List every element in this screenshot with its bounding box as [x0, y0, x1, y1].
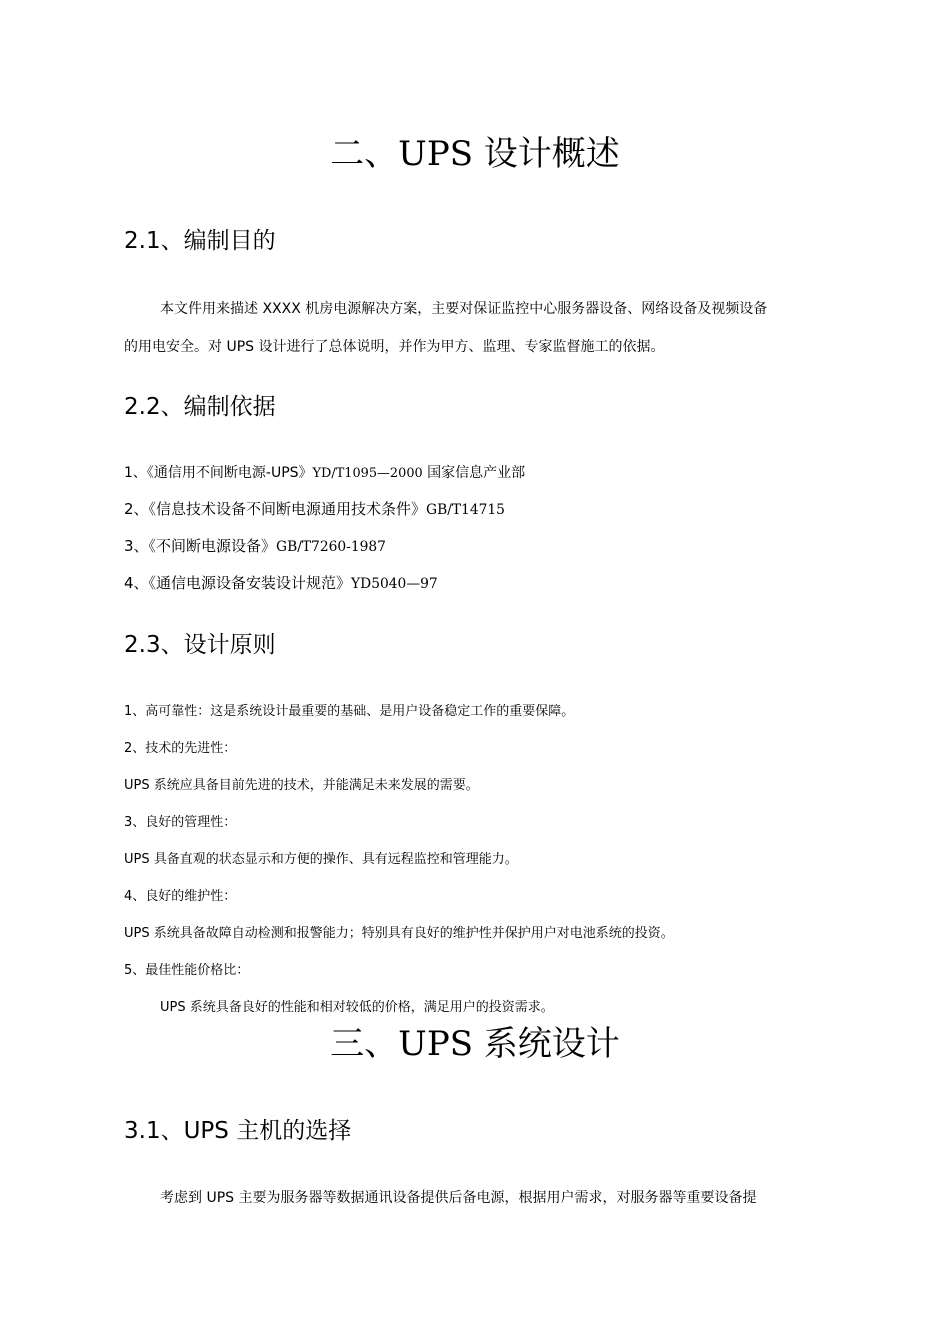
- principle-line-4: 3、良好的管理性：: [124, 815, 237, 830]
- section-3-1-paragraph-line-1: 考虑到 UPS 主要为服务器等数据通讯设备提供后备电源，根据用户需求，对服务器等重要设备提: [160, 1190, 757, 1206]
- section-2-1-title: 2.1、编制目的: [124, 228, 276, 254]
- principle-line-6: 4、良好的维护性：: [124, 889, 237, 904]
- reference-2-code: GB/T14715: [426, 502, 505, 518]
- reference-2-prefix: 2、《信息技术设备不间断电源通用技术条件》: [124, 500, 427, 518]
- reference-item-3: [124, 539, 386, 555]
- reference-3-prefix: 3、《不间断电源设备》: [124, 537, 277, 555]
- chapter-3-title: 三、UPS 系统设计: [330, 1024, 620, 1064]
- section-2-3-title: 2.3、设计原则: [124, 632, 276, 658]
- principle-line-2: 2、技术的先进性：: [124, 741, 237, 756]
- principle-line-9: UPS 系统具备良好的性能和相对较低的价格，满足用户的投资需求。: [160, 1000, 554, 1015]
- section-2-1-paragraph-line-1: 本文件用来描述 XXXX 机房电源解决方案，主要对保证监控中心服务器设备、网络设备及视频设备: [160, 301, 768, 317]
- reference-3-code: GB/T7260-1987: [276, 539, 386, 555]
- reference-item-2: [124, 502, 505, 518]
- principle-line-3: UPS 系统应具备目前先进的技术，并能满足未来发展的需要。: [124, 778, 479, 793]
- section-3-1-title: 3.1、UPS 主机的选择: [124, 1118, 352, 1144]
- principle-line-8: 5、最佳性能价格比：: [124, 963, 250, 978]
- reference-4-code: YD5040—97: [351, 576, 438, 592]
- section-2-1-paragraph-line-2: 的用电安全。对 UPS 设计进行了总体说明，并作为甲方、监理、专家监督施工的依据。: [124, 339, 665, 355]
- principle-line-5: UPS 具备直观的状态显示和方便的操作、具有远程监控和管理能力。: [124, 852, 518, 867]
- reference-1-code: YD/T1095—2000: [312, 466, 423, 481]
- reference-1-suffix: 国家信息产业部: [422, 465, 526, 481]
- section-2-2-title: 2.2、编制依据: [124, 394, 276, 420]
- reference-item-4: [124, 576, 438, 592]
- principle-line-7: UPS 系统具备故障自动检测和报警能力；特别具有良好的维护性并保护用户对电池系统的投资。: [124, 926, 674, 941]
- reference-1-prefix: 1、《通信用不间断电源-UPS》: [124, 465, 313, 481]
- reference-item-1: [124, 466, 525, 481]
- principle-line-1: 1、高可靠性：这是系统设计最重要的基础、是用户设备稳定工作的重要保障。: [124, 704, 575, 719]
- reference-4-prefix: 4、《通信电源设备安装设计规范》: [124, 574, 352, 592]
- chapter-2-title: 二、UPS 设计概述: [330, 134, 620, 174]
